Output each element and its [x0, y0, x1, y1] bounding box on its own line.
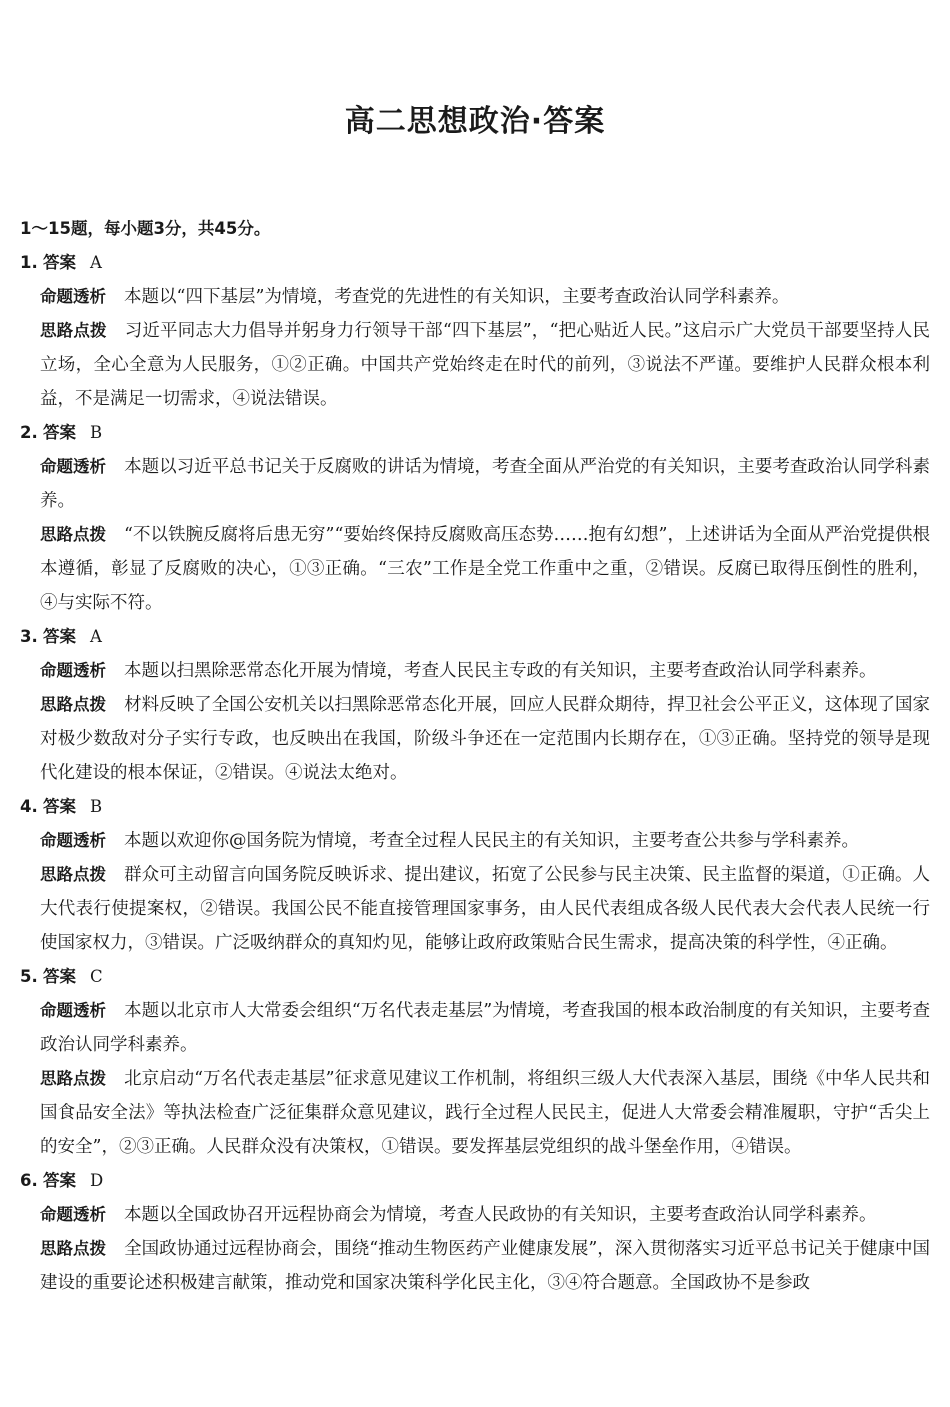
answer-letter: A [90, 253, 102, 272]
hint-paragraph [40, 1232, 930, 1300]
hint-label: 思路点拨 [40, 695, 107, 714]
question-number: 5. [20, 967, 38, 986]
analysis-paragraph [40, 824, 930, 858]
analysis-text: 本题以扫黑除恶常态化开展为情境，考查人民民主专政的有关知识，主要考查政治认同学科素养。 [124, 661, 877, 681]
hint-paragraph [40, 858, 930, 960]
analysis-paragraph [40, 654, 930, 688]
hint-text: 群众可主动留言向国务院反映诉求、提出建议，拓宽了公民参与民主决策、民主监督的渠道，①正确。人大代表行使提案权，②错误。我国公民不能直接管理国家事务，由人民代表组成各级人民代表大会代表人民统一行使国家权力，③错误。广泛吸纳群众的真知灼见，能够让政府政策贴合民生需求，提高决策的科学性，④正确。 [40, 865, 931, 953]
answer-letter: D [90, 1171, 104, 1190]
analysis-label: 命题透析 [40, 457, 107, 476]
answer-letter: A [90, 627, 102, 646]
question-answer-line [20, 620, 930, 654]
hint-text: 习近平同志大力倡导并躬身力行领导干部“四下基层”，“把心贴近人民。”这启示广大党员干部要坚持人民立场，全心全意为人民服务，①②正确。中国共产党始终走在时代的前列，③说法不严谨。要维护人民群众根本利益，不是满足一切需求，④说法错误。 [40, 321, 930, 409]
question-answer-line [20, 246, 930, 280]
analysis-label: 命题透析 [40, 661, 106, 680]
section-intro: 1～15题，每小题3分，共45分。 [20, 219, 271, 238]
question-block [20, 246, 930, 416]
question-number: 2. [20, 423, 38, 442]
question-answer-line [20, 790, 930, 824]
hint-paragraph [40, 518, 930, 620]
analysis-paragraph [40, 450, 930, 518]
hint-label: 思路点拨 [40, 865, 107, 884]
answer-content [20, 212, 930, 1300]
answer-label: 答案 [43, 423, 76, 442]
answer-label: 答案 [43, 967, 76, 986]
answer-letter: C [90, 967, 103, 986]
analysis-paragraph [40, 1198, 930, 1232]
analysis-label: 命题透析 [40, 287, 106, 306]
analysis-paragraph [40, 994, 930, 1062]
hint-text: “不以铁腕反腐将后患无穷”“要始终保持反腐败高压态势……抱有幻想”，上述讲话为全面从严治党提供根本遵循，彰显了反腐败的决心，①③正确。“三农”工作是全党工作重中之重，②错误。反腐已取得压倒性的胜利，④与实际不符。 [40, 525, 931, 613]
analysis-text: 本题以“四下基层”为情境，考查党的先进性的有关知识，主要考查政治认同学科素养。 [124, 287, 790, 307]
page-bottom-margin [0, 1330, 950, 1407]
question-number: 3. [20, 627, 38, 646]
question-answer-line [20, 416, 930, 450]
hint-text: 材料反映了全国公安机关以扫黑除恶常态化开展，回应人民群众期待，捍卫社会公平正义，这体现了国家对极少数敌对分子实行专政，也反映出在我国，阶级斗争还在一定范围内长期存在，①③正确。坚持党的领导是现代化建设的根本保证，②错误。④说法太绝对。 [40, 695, 931, 783]
hint-text: 全国政协通过远程协商会，围绕“推动生物医药产业健康发展”，深入贯彻落实习近平总书记关于健康中国建设的重要论述积极建言献策，推动党和国家决策科学化民主化，③④符合题意。全国政协不是参政 [40, 1239, 931, 1293]
question-block [20, 960, 930, 1164]
question-block [20, 620, 930, 790]
question-block [20, 1164, 930, 1300]
answer-label: 答案 [43, 627, 76, 646]
answer-letter: B [90, 423, 103, 442]
hint-label: 思路点拨 [40, 525, 107, 544]
analysis-paragraph [40, 280, 930, 314]
answer-letter: B [90, 797, 103, 816]
question-block [20, 790, 930, 960]
analysis-text: 本题以习近平总书记关于反腐败的讲话为情境，考查全面从严治党的有关知识，主要考查政治认同学科素养。 [40, 457, 931, 511]
answer-label: 答案 [43, 797, 76, 816]
question-answer-line [20, 960, 930, 994]
question-answer-line [20, 1164, 930, 1198]
analysis-text: 本题以全国政协召开远程协商会为情境，考查人民政协的有关知识，主要考查政治认同学科素养。 [124, 1205, 877, 1225]
question-list [20, 246, 930, 1300]
question-block [20, 416, 930, 620]
analysis-label: 命题透析 [40, 1205, 106, 1224]
hint-paragraph [40, 688, 930, 790]
answer-label: 答案 [43, 1171, 76, 1190]
question-number: 4. [20, 797, 38, 816]
analysis-text: 本题以欢迎你@国务院为情境，考查全过程人民民主的有关知识，主要考查公共参与学科素养。 [124, 831, 859, 851]
analysis-label: 命题透析 [40, 1001, 107, 1020]
hint-text: 北京启动“万名代表走基层”征求意见建议工作机制，将组织三级人大代表深入基层，围绕《中华人民共和国食品安全法》等执法检查广泛征集群众意见建议，践行全过程人民民主，促进人大常委会精准履职，守护“舌尖上的安全”，②③正确。人民群众没有决策权，①错误。要发挥基层党组织的战斗堡垒作用，④错误。 [40, 1069, 931, 1157]
hint-label: 思路点拨 [40, 1239, 107, 1258]
hint-label: 思路点拨 [40, 1069, 107, 1088]
answer-label: 答案 [43, 253, 76, 272]
question-number: 1. [20, 253, 38, 272]
page-title: 高二思想政治·答案 [344, 104, 606, 139]
analysis-text: 本题以北京市人大常委会组织“万名代表走基层”为情境，考查我国的根本政治制度的有关知识，主要考查政治认同学科素养。 [40, 1001, 931, 1055]
analysis-label: 命题透析 [40, 831, 106, 850]
hint-paragraph [40, 314, 930, 416]
hint-label: 思路点拨 [40, 321, 107, 340]
hint-paragraph [40, 1062, 930, 1164]
question-number: 6. [20, 1171, 38, 1190]
